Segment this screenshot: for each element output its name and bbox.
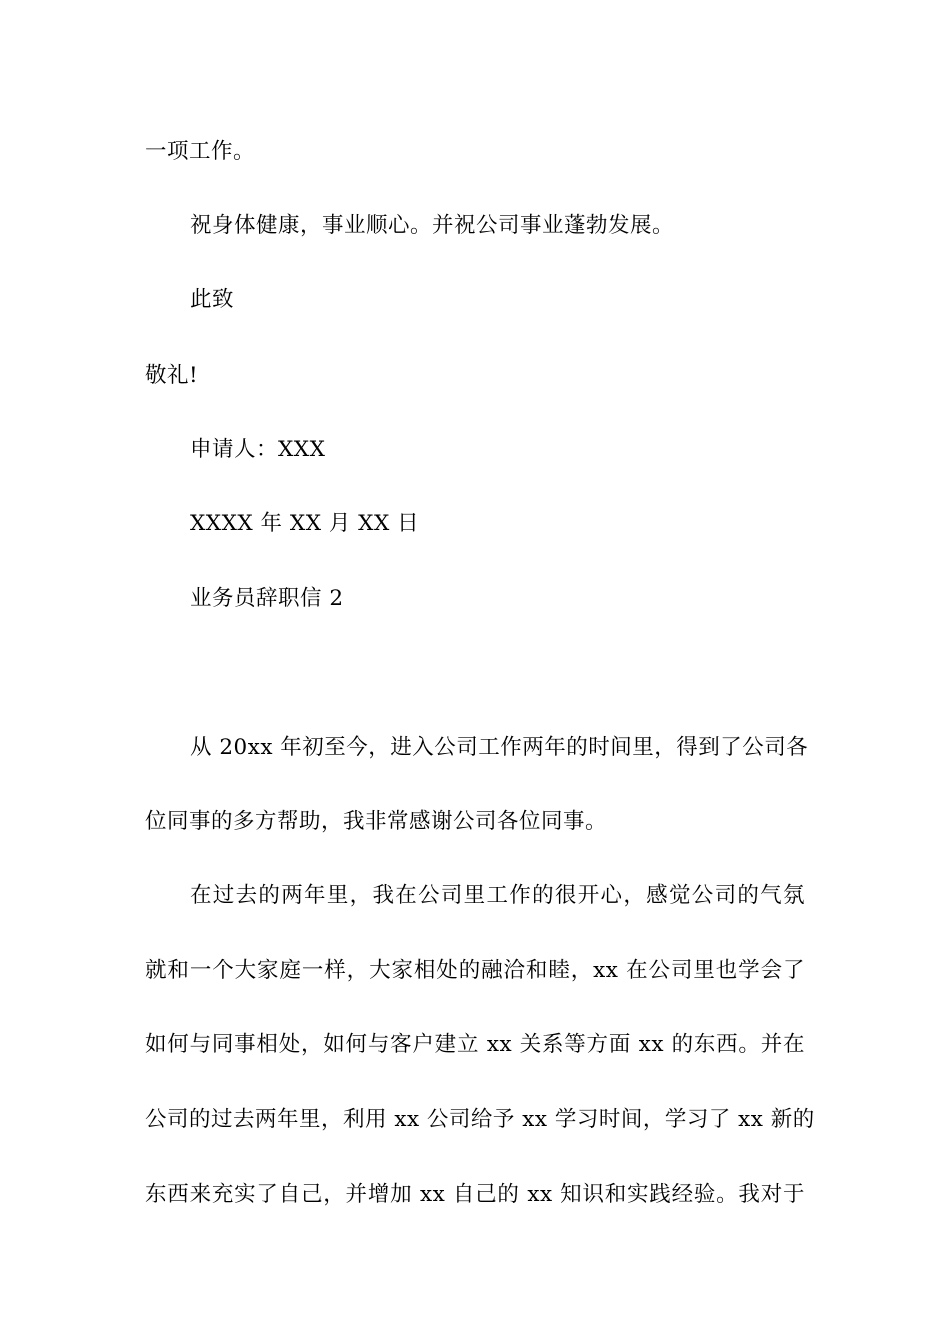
salutation-regards: 敬礼! <box>145 363 199 388</box>
paragraph-line: 东西来充实了自己，并增加 xx 自己的 xx 知识和实践经验。我对于 <box>145 1182 805 1207</box>
paragraph-line: 位同事的多方帮助，我非常感谢公司各位同事。 <box>145 809 608 834</box>
paragraph-line: 从 20xx 年初至今，进入公司工作两年的时间里，得到了公司各 <box>190 735 809 760</box>
salutation-line: 此致 <box>190 287 235 312</box>
letter-date: XXXX 年 XX 月 XX 日 <box>190 511 420 536</box>
paragraph-line: 就和一个大家庭一样，大家相处的融洽和睦，xx 在公司里也学会了 <box>145 958 805 983</box>
closing-wish: 祝身体健康，事业顺心。并祝公司事业蓬勃发展。 <box>190 213 675 238</box>
text-line: 一项工作。 <box>145 139 256 164</box>
paragraph-line: 如何与同事相处，如何与客户建立 xx 关系等方面 xx 的东西。并在 <box>145 1032 805 1057</box>
section-title: 业务员辞职信 2 <box>190 586 344 611</box>
applicant-name: 申请人：XXX <box>190 437 326 462</box>
paragraph-line: 公司的过去两年里，利用 xx 公司给予 xx 学习时间，学习了 xx 新的 <box>145 1107 815 1132</box>
paragraph-line: 在过去的两年里，我在公司里工作的很开心，感觉公司的气氛 <box>190 883 805 908</box>
